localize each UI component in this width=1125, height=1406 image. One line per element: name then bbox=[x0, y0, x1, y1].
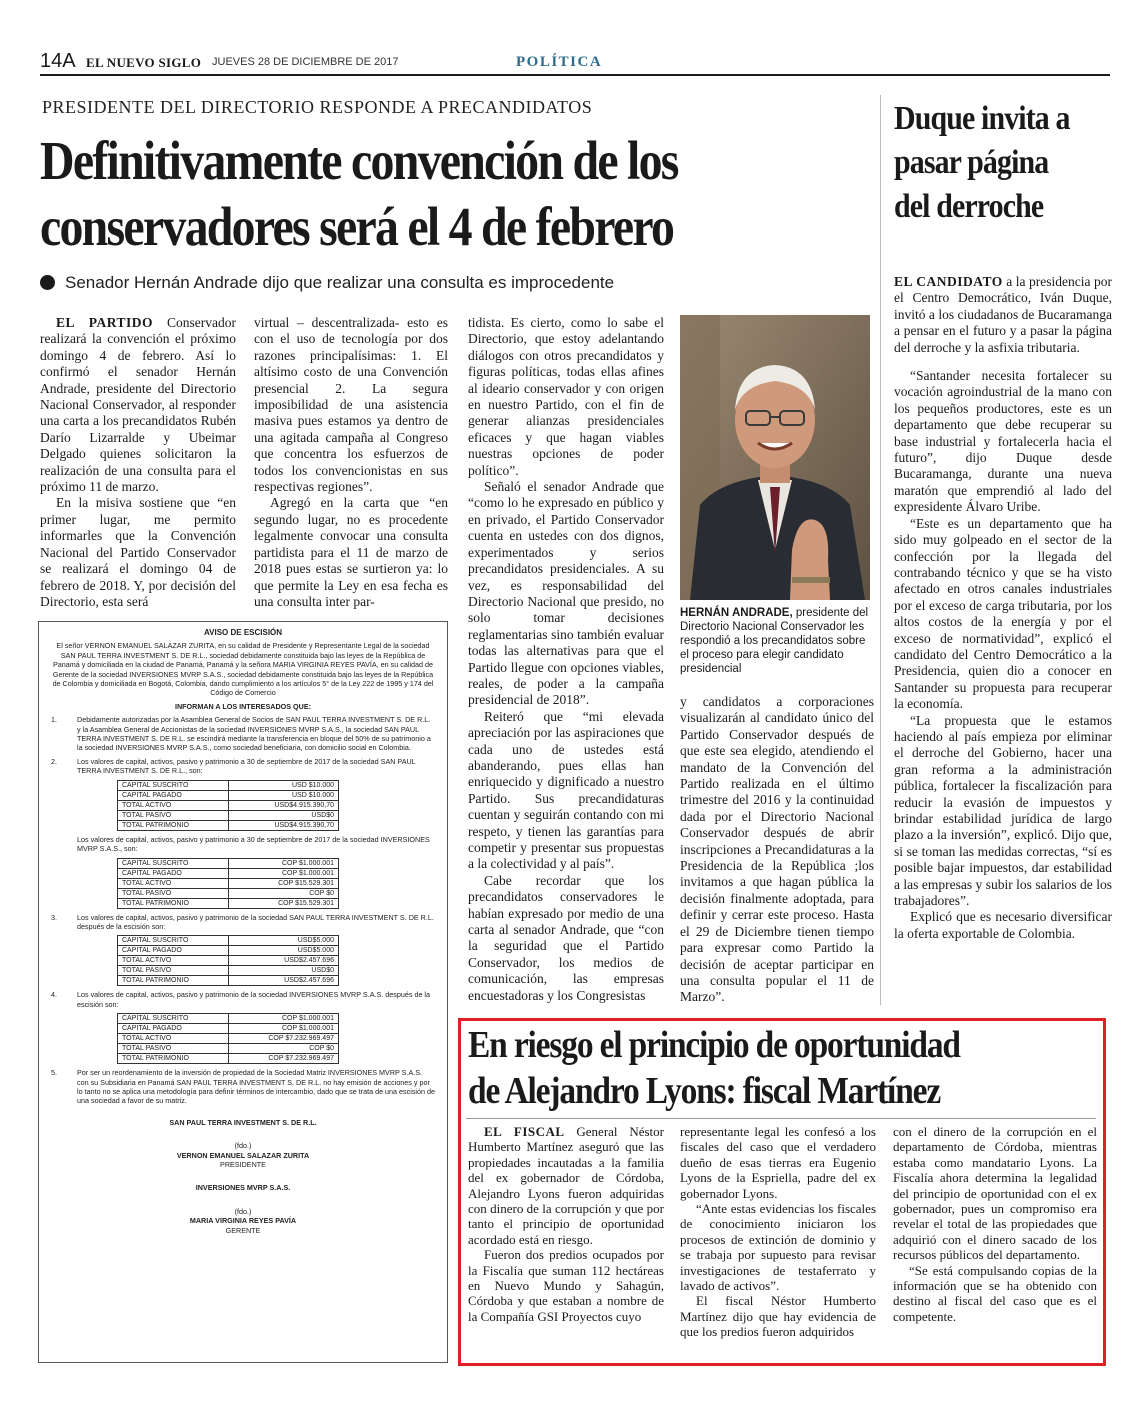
table-row bbox=[118, 780, 339, 790]
notice-item bbox=[51, 1068, 435, 1106]
paragraph bbox=[40, 315, 236, 495]
table-label: CAPITAL SUSCRITO bbox=[118, 1014, 229, 1024]
table-row bbox=[118, 966, 339, 976]
table-value: USD$4.915.390,70 bbox=[229, 800, 339, 810]
signatory-role: PRESIDENTE bbox=[220, 1159, 266, 1169]
main-column-2 bbox=[254, 315, 448, 610]
item-number: 1. bbox=[51, 715, 57, 725]
table-value: COP $15.529.301 bbox=[229, 878, 339, 888]
table-label: CAPITAL PAGADO bbox=[118, 790, 229, 800]
item-number: 2. bbox=[51, 756, 57, 766]
table-label: CAPITAL PAGADO bbox=[118, 1024, 229, 1034]
financial-table-2 bbox=[117, 858, 339, 909]
main-headline bbox=[40, 128, 762, 260]
table-label: CAPITAL PAGADO bbox=[118, 946, 229, 956]
box-column-1 bbox=[468, 1124, 664, 1324]
financial-table-4 bbox=[117, 1013, 339, 1064]
paragraph: “Se está compulsando copias de la información que se ha obtenido con destino al fiscal del caso que es el competente. bbox=[893, 1262, 1097, 1324]
paragraph bbox=[894, 274, 1112, 356]
paragraph: Reiteró que “mi elevada apreciación por las aspiraciones que cada uno de ustedes está abanderando, pues ellas han enriquecido y dignificado a nuestro Partido. Sus precandidaturas cuentan y seguirán contando con mi respeto, y tienen las garantías para competir y presentar sus propuestas a la colectividad y al país”. bbox=[468, 708, 664, 872]
paragraph: virtual – descentralizada- esto es con el uso de tecnología por dos razones principalísimas: 1. El altísimo costo de una Convención presencial 2. La segura imposibilidad de una asistencia masiva pues estamos ya dentro de una agitada campaña al Congreso que concentra los esfuerzos de todos los convencionistas en sus respectivas regiones”. bbox=[254, 315, 448, 495]
notice-title: AVISO DE ESCISIÓN bbox=[203, 628, 283, 637]
paragraph bbox=[468, 1124, 664, 1247]
item-number: 3. bbox=[51, 912, 57, 922]
notice-items bbox=[51, 913, 435, 932]
notice-item-text: Los valores de capital, activos, pasivo y patrimonio a 30 de septiembre de 2017 de la sociedad INVERSIONES MVRP S.A.S., son: bbox=[77, 834, 430, 854]
table-value: USD$2.457.696 bbox=[229, 956, 339, 966]
sidebar-column bbox=[894, 274, 1112, 942]
lead-in: EL FISCAL bbox=[484, 1124, 565, 1139]
sidebar-headline: Duque invita a pasar página del derroche bbox=[894, 100, 1070, 225]
table-value: USD $10.000 bbox=[229, 790, 339, 800]
paragraph: “Santander necesita fortalecer su vocación agroindustrial de la mano con los pequeños productores, este es un departamento que debe recuperar su base industrial y fortalecerla hacia el futuro”, dijo Duque desde Bucaramanga, durante una nueva maratón que emprendió al lado del expresidente Álvaro Uribe. bbox=[894, 368, 1112, 515]
signatory-role: GERENTE bbox=[225, 1225, 261, 1235]
paragraph: “La propuesta que le estamos haciendo al país empieza por eliminar el derroche del Gobierno, hacer una gran reforma a la administración pública, fortalecer la fiscalización para reducir la evasión de impuestos y brindar estabilidad jurídica de largo plazo a la inversión”, explicó. Dijo que, si se toman las medidas correctas, “sí es posible bajar impuestos, dar estabilidad a las empresas y subir los salarios de los trabajadores”. bbox=[894, 712, 1112, 909]
photo-caption bbox=[680, 606, 875, 676]
table-value: COP $1.000.001 bbox=[229, 868, 339, 878]
table-row bbox=[118, 878, 339, 888]
table-value: COP $0 bbox=[229, 1044, 339, 1054]
issue-date: JUEVES 28 DE DICIEMBRE DE 2017 bbox=[212, 56, 399, 68]
box-divider bbox=[466, 1118, 1096, 1119]
signature-mark: (fdo.) bbox=[234, 1141, 252, 1151]
newspaper-name: EL NUEVO SIGLO bbox=[86, 55, 202, 70]
paragraph: Señaló el senador Andrade que “como lo he expresado en público y en privado, el Partido Conservador cuenta en ustedes con dos dignos, experimentados y serios precandidatos presidenciales. A su vez, es responsabilidad del Directorio Nacional que presido, no solo tomar decisiones reglamentarias sino también evaluar todas las alternativas para que el Partido llegue con opciones viables, reales, de poder a la campaña presidencial de 2018”. bbox=[468, 479, 664, 708]
table-value: USD$5.000 bbox=[229, 946, 339, 956]
paragraph: El fiscal Néstor Humberto Martínez dijo que hay evidencia de que los predios fueron adquiridos bbox=[680, 1293, 876, 1340]
table-value: COP $1.000.001 bbox=[229, 858, 339, 868]
table-value: USD$2.457.696 bbox=[229, 976, 339, 986]
paragraph: “Ante estas evidencias los fiscales de conocimiento iniciaron los procesos de extinción de dominio y se trabaja por supuesto para revisar investigaciones de testaferrato y lavado de activos”. bbox=[680, 1201, 876, 1294]
table-row bbox=[118, 976, 339, 986]
table-row bbox=[118, 868, 339, 878]
paragraph: representante legal les confesó a los fiscales del caso que el verdadero dueño de esas tierras era Eugenio Lyons de la Espriella, padre del ex gobernador Lyons. bbox=[680, 1124, 876, 1201]
main-kicker: PRESIDENTE DEL DIRECTORIO RESPONDE A PRECANDIDATOS bbox=[42, 97, 593, 117]
table-value: USD$5.000 bbox=[229, 936, 339, 946]
signatory-company: INVERSIONES MVRP S.A.S. bbox=[195, 1183, 291, 1193]
paragraph: Agregó en la carta que “en segundo lugar, no es procedente legalmente convocar una consulta partidista para el 11 de marzo de 2018 pues estas se surtieron ya: lo que permite la Ley en esa fecha es una consulta inter par- bbox=[254, 495, 448, 609]
main-column-3 bbox=[468, 315, 664, 1004]
column-divider bbox=[880, 95, 881, 1005]
lead-in: EL CANDIDATO bbox=[894, 274, 1003, 289]
notice-subtitle: INFORMAN A LOS INTERESADOS QUE: bbox=[174, 701, 312, 711]
caption-name: HERNÁN ANDRADE, bbox=[680, 607, 793, 619]
table-row bbox=[118, 888, 339, 898]
portrait-illustration bbox=[680, 315, 870, 600]
table-row bbox=[118, 898, 339, 908]
item-text: Por ser un reordenamiento de la inversión de propiedad de la Sociedad Matriz INVERSIONES MVRP S.A.S. con su Subsidiaria en Panamá SAN PAUL TERRA INVESTMENT S. DE R.L. no hay emisión de acciones y por lo tanto no se aplica una metodología para definir términos de intercambio, dado que se trata de una escisión de una sociedad a favor de su matriz. bbox=[77, 1068, 436, 1106]
main-column-1 bbox=[40, 315, 236, 610]
main-headline-line-1: Definitivamente convención de los bbox=[40, 130, 678, 191]
table-value: USD$4.915.390,70 bbox=[229, 820, 339, 830]
item-number: 5. bbox=[51, 1068, 57, 1078]
paragraph-text: General Néstor Humberto Martínez aseguró que las propiedades incautadas a la familia del ex gobernador de Córdoba, Alejandro Lyons fueron adquiridas con dinero de la corrupción y que por tanto el principio de oportunidad acordado está en riesgo. bbox=[468, 1124, 664, 1247]
notice-item bbox=[51, 757, 435, 776]
box-column-2 bbox=[680, 1124, 876, 1340]
table-row bbox=[118, 858, 339, 868]
signature-mark: (fdo.) bbox=[234, 1206, 252, 1216]
legal-notice bbox=[38, 621, 448, 1363]
box-headline bbox=[468, 1022, 1031, 1114]
main-column-4 bbox=[680, 694, 874, 1006]
main-headline-line-2: conservadores será el 4 de febrero bbox=[40, 196, 674, 257]
notice-item bbox=[51, 913, 435, 932]
table-row bbox=[118, 1054, 339, 1064]
table-value: COP $0 bbox=[229, 888, 339, 898]
table-label: TOTAL PASIVO bbox=[118, 966, 229, 976]
signatory-name: MARIA VIRGINIA REYES PAVÍA bbox=[189, 1216, 297, 1226]
paragraph: En la misiva sostiene que “en primer lugar, me permito informarles que la Convención Nacional del Partido Conservador se realizará el domingo 04 de febrero de 2018. Y, por decisión del Directorio, esta será bbox=[40, 495, 236, 609]
table-row bbox=[118, 946, 339, 956]
paragraph: y candidatos a corporaciones visualizarán al candidato único del Partido Conservador después de que este sea elegido, atendiendo el mandato de la Convención del Partido realizada en el último trimestre del 2016 y la continuidad dada por el Directorio Nacional Conservador después de abrir inscripciones a Precandidaturas a la Presidencia de la República ;los invitamos a que hagan pública la decisión finalmente adoptada, para definir y cerrar este proceso. Hasta el 29 de Diciembre tienen tiempo para expresar como Partido la decisión de aceptar participar en una consulta popular el 11 de Marzo”. bbox=[680, 694, 874, 1005]
table-label: TOTAL ACTIVO bbox=[118, 800, 229, 810]
notice-items bbox=[51, 990, 435, 1009]
box-headline-line-2: de Alejandro Lyons: fiscal Martínez bbox=[468, 1070, 941, 1112]
notice-item bbox=[51, 990, 435, 1009]
table-label: CAPITAL SUSCRITO bbox=[118, 858, 229, 868]
table-label: TOTAL ACTIVO bbox=[118, 956, 229, 966]
item-text: Los valores de capital, activos, pasivo y patrimonio de la sociedad SAN PAUL TERRA INVESTMENT S. DE R.L. después de la escisión son: bbox=[77, 912, 434, 931]
table-row bbox=[118, 956, 339, 966]
table-row bbox=[118, 810, 339, 820]
page-header bbox=[40, 50, 1110, 76]
box-headline-line-1: En riesgo el principio de oportunidad bbox=[468, 1024, 960, 1066]
paragraph: con el dinero de la corrupción en el departamento de Córdoba, mientras estaba como mandatario Lyons. La Fiscalía ahora determina la legalidad del principio de oportunidad con el ex gobernador, pues un compromiso era revelar el total de las propiedades que adquirió con el dinero sacado de los recursos públicos del departamento. bbox=[893, 1124, 1097, 1263]
signatory-name: VERNON EMANUEL SALAZAR ZURITA bbox=[176, 1150, 310, 1160]
table-value: USD $10.000 bbox=[229, 780, 339, 790]
box-column-3 bbox=[893, 1124, 1097, 1324]
main-subhead-text: Senador Hernán Andrade dijo que realizar una consulta es improcedente bbox=[65, 273, 615, 292]
item-text: Debidamente autorizadas por la Asamblea General de Socios de SAN PAUL TERRA INVESTMENT S. DE R.L. y la Asamblea General de Accionistas de la sociedad INVERSIONES MVRP S.A.S., la sociedad SAN PAUL TERRA INVESTMENT S. DE R.L. se escindirá mediante la transferencia en bloque del 50% de su patrimonio a la sociedad INVERSIONES MVRP S.A.S., como sociedad beneficiaria, con domicilio social en Colombia. bbox=[77, 715, 431, 753]
paragraph-text: Conservador realizará la convención el próximo domingo 4 de febrero. Así lo confirmó el senador Hernán Andrade, presidente del Directorio Nacional Conservador, al responder una carta a los precandidatos Rubén Darío Lizarralde y Ubeimar Delgado quienes solicitaron la realización de una consulta para el próximo 11 de marzo. bbox=[40, 315, 236, 495]
signature-block-2 bbox=[51, 1183, 435, 1235]
financial-table-3 bbox=[117, 935, 339, 986]
table-label: CAPITAL SUSCRITO bbox=[118, 780, 229, 790]
table-label: TOTAL PASIVO bbox=[118, 888, 229, 898]
table-label: CAPITAL SUSCRITO bbox=[118, 936, 229, 946]
bullet-icon bbox=[40, 275, 55, 290]
paragraph: Explicó que es necesario diversificar la oferta exportable de Colombia. bbox=[894, 909, 1112, 941]
table-label: CAPITAL PAGADO bbox=[118, 868, 229, 878]
table-row bbox=[118, 1044, 339, 1054]
page-number: 14A bbox=[40, 50, 76, 72]
table-value: USD$0 bbox=[229, 966, 339, 976]
table-label: TOTAL PASIVO bbox=[118, 1044, 229, 1054]
caption-text: presidente del Directorio Nacional Conservador les respondió a los precandidatos sobre el proceso para elegir candidato presidencial bbox=[680, 607, 869, 675]
notice-item bbox=[51, 715, 435, 753]
table-label: TOTAL ACTIVO bbox=[118, 878, 229, 888]
table-row bbox=[118, 790, 339, 800]
table-value: COP $1.000.001 bbox=[229, 1014, 339, 1024]
table-row bbox=[118, 800, 339, 810]
table-label: TOTAL PATRIMONIO bbox=[118, 976, 229, 986]
main-subhead bbox=[40, 273, 860, 293]
table-label: TOTAL PATRIMONIO bbox=[118, 820, 229, 830]
table-label: TOTAL PASIVO bbox=[118, 810, 229, 820]
table-value: USD$0 bbox=[229, 810, 339, 820]
hernan-andrade-photo bbox=[680, 315, 870, 600]
notice-intro: El señor VERNON EMANUEL SALAZAR ZURITA, en su calidad de Presidente y Representante Legal de la sociedad SAN PAUL TERRA INVESTMENT S. DE R.L., sociedad debidamente constituida bajo las leyes de la República de Panamá y domiciliada en la ciudad de Panamá, Panamá y la señora MARIA VIRGINIA REYES PAVÍA, en su calidad de Gerente de la sociedad INVERSIONES MVRP S.A.S., sociedad debidamente constituida bajo las leyes de la República de Colombia y domiciliada en Bogotá, Colombia, dando cumplimiento a los artículos 5° de la Ley 222 de 1995 y 174 del Código de Comercio bbox=[52, 641, 434, 698]
table-label: TOTAL ACTIVO bbox=[118, 1034, 229, 1044]
table-row bbox=[118, 936, 339, 946]
paragraph: “Este es un departamento que ha sido muy golpeado en el sector de la confección por la llegada del contrabando técnico y que se ha visto afectado en otros canales industriales por el exceso de carga tributaria, por los altos costos de la energía y por el exceso de normatividad”, explicó el candidato del Centro Democrático a la Presidencia, quien dio a conocer en Santander su propuesta para recuperar la economía. bbox=[894, 515, 1112, 712]
table-row bbox=[118, 1024, 339, 1034]
signatory-company: SAN PAUL TERRA INVESTMENT S. DE R.L. bbox=[169, 1117, 317, 1127]
paragraph: Cabe recordar que los precandidatos conservadores le habían expresado por medio de una carta al senador Andrade, que “con la seguridad que el Partido Conservador, los medios de comunicación, las empresas encuestadoras y los Congresistas bbox=[468, 872, 664, 1003]
table-value: COP $7.232.969.497 bbox=[229, 1034, 339, 1044]
paragraph: tidista. Es cierto, como lo sabe el Directorio, que estoy adelantando diálogos con otros precandidatos y figuras políticas, todas ellas afines al ideario conservador y con origen en nuestro Partido, con el fin de generar alianzas presidenciales eficaces y que hagan viables nuestras opciones de poder político”. bbox=[468, 315, 664, 478]
section-name: POLÍTICA bbox=[516, 54, 603, 70]
table-label: TOTAL PATRIMONIO bbox=[118, 898, 229, 908]
item-text: Los valores de capital, activos, pasivo y patrimonio a 30 de septiembre de 2017 de la sociedad SAN PAUL TERRA INVESTMENT S. DE R.L., son: bbox=[77, 756, 416, 776]
table-label: TOTAL PATRIMONIO bbox=[118, 1054, 229, 1064]
table-row bbox=[118, 820, 339, 830]
item-text: Los valores de capital, activos, pasivo y patrimonio de la sociedad INVERSIONES MVRP S.A.S. después de la escisión son: bbox=[77, 990, 431, 1009]
financial-table-1 bbox=[117, 780, 339, 831]
table-row bbox=[118, 1034, 339, 1044]
paragraph: Fueron dos predios ocupados por la Fiscalía que suman 112 hectáreas en Nuevo Mundo y Sahagún, Córdoba y que estaban a nombre de la Compañía GSI Proyectos cuyo bbox=[468, 1247, 664, 1324]
table-row bbox=[118, 1014, 339, 1024]
notice-items bbox=[51, 1068, 435, 1106]
paragraph-text: a la presidencia por el Centro Democrático, Iván Duque, invitó a los ciudadanos de Bucaramanga a pensar en el futuro y a pasar la página del derroche y la asfixia tributaria. bbox=[894, 274, 1112, 355]
item-number: 4. bbox=[51, 990, 57, 1000]
table-value: COP $15.529.301 bbox=[229, 898, 339, 908]
table-value: COP $7.232.969.497 bbox=[229, 1054, 339, 1064]
table-value: COP $1.000.001 bbox=[229, 1024, 339, 1034]
notice-items bbox=[51, 715, 435, 775]
signature-block-1 bbox=[51, 1118, 435, 1170]
lead-in: EL PARTIDO bbox=[56, 315, 154, 330]
